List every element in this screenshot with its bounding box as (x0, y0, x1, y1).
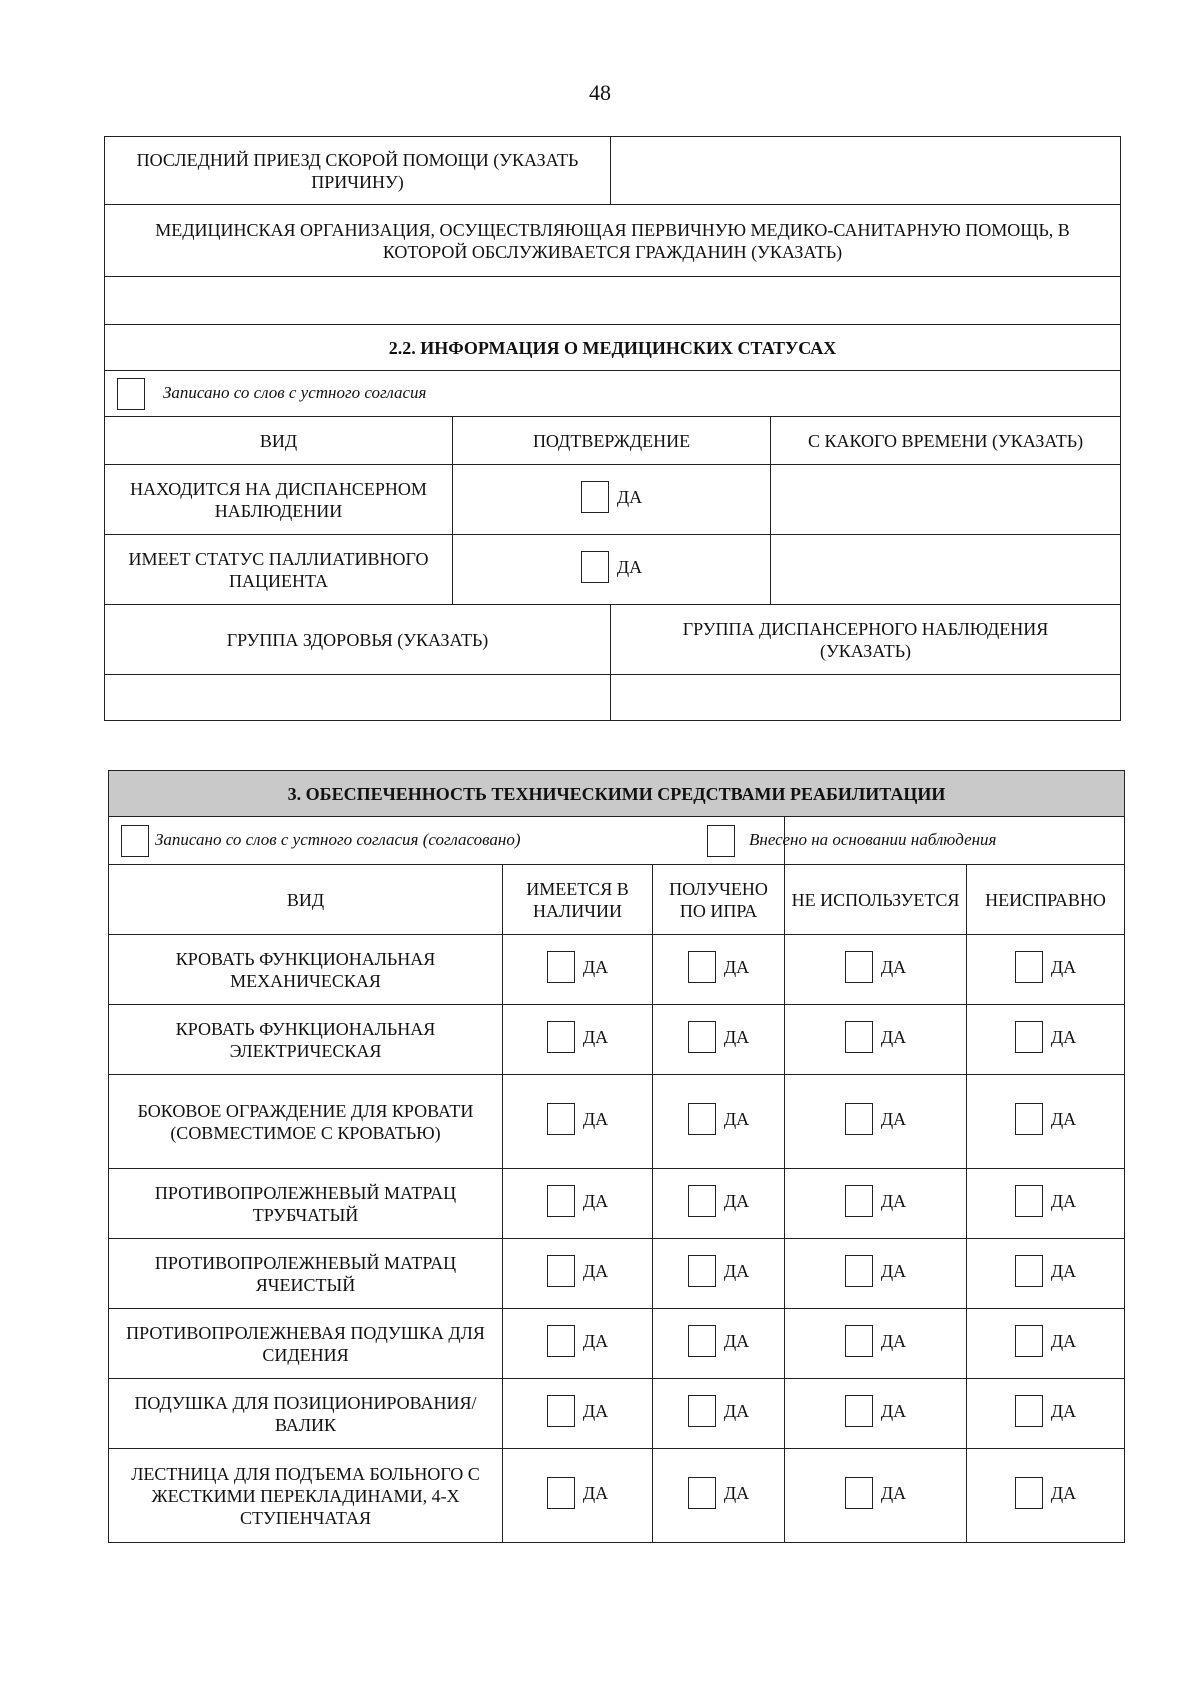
faulty-checkbox[interactable] (1015, 1021, 1043, 1053)
item-label: БОКОВОЕ ОГРАЖДЕНИЕ ДЛЯ КРОВАТИ (СОВМЕСТИМОЕ С КРОВАТЬЮ) (109, 1075, 503, 1169)
health-groups-table (104, 604, 1121, 721)
yes-label: ДА (1050, 1109, 1077, 1129)
yes-label: ДА (880, 1109, 907, 1129)
not-used-checkbox[interactable] (845, 1021, 873, 1053)
consent-note: Записано со слов с устного согласия (согласовано) (155, 829, 521, 849)
header-since-when: С КАКОГО ВРЕМЕНИ (УКАЗАТЬ) (771, 417, 1121, 465)
table-row (109, 1169, 1125, 1239)
header-confirmation: ПОДТВЕРЖДЕНИЕ (453, 417, 771, 465)
yes-label: ДА (582, 1483, 609, 1503)
consent-checkbox[interactable] (121, 825, 149, 857)
table-row (109, 1379, 1125, 1449)
dispensary-group-field[interactable] (611, 675, 1121, 721)
yes-label: ДА (880, 1483, 907, 1503)
received-ipra-checkbox[interactable] (688, 1255, 716, 1287)
header-received-ipra: ПОЛУЧЕНО ПО ИПРА (653, 865, 785, 935)
yes-label: ДА (582, 1401, 609, 1421)
consent-row (105, 371, 1121, 417)
since-when-field[interactable] (771, 535, 1121, 605)
yes-label: ДА (723, 1027, 750, 1047)
health-group-label: ГРУППА ЗДОРОВЬЯ (УКАЗАТЬ) (105, 605, 611, 675)
table-row (109, 1309, 1125, 1379)
table-row (109, 935, 1125, 1005)
yes-label: ДА (582, 1027, 609, 1047)
faulty-checkbox[interactable] (1015, 1395, 1043, 1427)
medical-status-table (104, 136, 1121, 605)
not-used-checkbox[interactable] (845, 1477, 873, 1509)
table-row (105, 465, 1121, 535)
item-label: ЛЕСТНИЦА ДЛЯ ПОДЪЕМА БОЛЬНОГО С ЖЕСТКИМИ ПЕРЕКЛАДИНАМИ, 4-Х СТУПЕНЧАТАЯ (109, 1449, 503, 1543)
available-checkbox[interactable] (547, 1185, 575, 1217)
yes-label: ДА (723, 1191, 750, 1211)
faulty-checkbox[interactable] (1015, 1103, 1043, 1135)
yes-checkbox[interactable] (581, 551, 609, 583)
faulty-checkbox[interactable] (1015, 1255, 1043, 1287)
header-type: ВИД (105, 417, 453, 465)
received-ipra-checkbox[interactable] (688, 1185, 716, 1217)
yes-label: ДА (880, 957, 907, 977)
yes-label: ДА (1050, 1261, 1077, 1281)
available-checkbox[interactable] (547, 1255, 575, 1287)
faulty-checkbox[interactable] (1015, 1185, 1043, 1217)
yes-label: ДА (880, 1191, 907, 1211)
faulty-checkbox[interactable] (1015, 951, 1043, 983)
section3-title: 3. ОБЕСПЕЧЕННОСТЬ ТЕХНИЧЕСКИМИ СРЕДСТВАМИ РЕАБИЛИТАЦИИ (109, 771, 1125, 817)
not-used-checkbox[interactable] (845, 1325, 873, 1357)
yes-label: ДА (1050, 1483, 1077, 1503)
since-when-field[interactable] (771, 465, 1121, 535)
header-type: ВИД (109, 865, 503, 935)
received-ipra-checkbox[interactable] (688, 1477, 716, 1509)
rehab-equipment-table (108, 770, 1125, 1543)
yes-label: ДА (723, 1483, 750, 1503)
yes-label: ДА (880, 1331, 907, 1351)
observation-checkbox[interactable] (707, 825, 735, 857)
last-ambulance-label: ПОСЛЕДНИЙ ПРИЕЗД СКОРОЙ ПОМОЩИ (УКАЗАТЬ ПРИЧИНУ) (105, 137, 611, 205)
subsection-title: 2.2. ИНФОРМАЦИЯ О МЕДИЦИНСКИХ СТАТУСАХ (105, 325, 1121, 371)
faulty-checkbox[interactable] (1015, 1477, 1043, 1509)
table-row (109, 1005, 1125, 1075)
yes-label: ДА (582, 1331, 609, 1351)
yes-label: ДА (582, 1109, 609, 1129)
table-row (105, 535, 1121, 605)
med-org-label: МЕДИЦИНСКАЯ ОРГАНИЗАЦИЯ, ОСУЩЕСТВЛЯЮЩАЯ ПЕРВИЧНУЮ МЕДИКО-САНИТАРНУЮ ПОМОЩЬ, В КОТОРОЙ ОБСЛУЖИВАЕТСЯ ГРАЖДАНИН (УКАЗАТЬ) (105, 205, 1121, 277)
not-used-checkbox[interactable] (845, 1185, 873, 1217)
yes-label: ДА (723, 1331, 750, 1351)
table-row (109, 1075, 1125, 1169)
yes-label: ДА (582, 1191, 609, 1211)
available-checkbox[interactable] (547, 1021, 575, 1053)
available-checkbox[interactable] (547, 1103, 575, 1135)
item-label: ПОДУШКА ДЛЯ ПОЗИЦИОНИРОВАНИЯ/ВАЛИК (109, 1379, 503, 1449)
yes-label: ДА (723, 1109, 750, 1129)
item-label: КРОВАТЬ ФУНКЦИОНАЛЬНАЯ ЭЛЕКТРИЧЕСКАЯ (109, 1005, 503, 1075)
consent-note: Записано со слов с устного согласия (163, 382, 427, 402)
received-ipra-checkbox[interactable] (688, 951, 716, 983)
yes-label: ДА (616, 487, 643, 507)
table-row (109, 1239, 1125, 1309)
row-label: ИМЕЕТ СТАТУС ПАЛЛИАТИВНОГО ПАЦИЕНТА (105, 535, 453, 605)
not-used-checkbox[interactable] (845, 951, 873, 983)
dispensary-group-label: ГРУППА ДИСПАНСЕРНОГО НАБЛЮДЕНИЯ (УКАЗАТЬ) (611, 605, 1121, 675)
available-checkbox[interactable] (547, 951, 575, 983)
yes-label: ДА (582, 957, 609, 977)
row-label: НАХОДИТСЯ НА ДИСПАНСЕРНОМ НАБЛЮДЕНИИ (105, 465, 453, 535)
consent-checkbox[interactable] (117, 378, 145, 410)
not-used-checkbox[interactable] (845, 1255, 873, 1287)
received-ipra-checkbox[interactable] (688, 1325, 716, 1357)
yes-label: ДА (1050, 957, 1077, 977)
item-label: КРОВАТЬ ФУНКЦИОНАЛЬНАЯ МЕХАНИЧЕСКАЯ (109, 935, 503, 1005)
yes-label: ДА (616, 557, 643, 577)
yes-checkbox[interactable] (581, 481, 609, 513)
not-used-checkbox[interactable] (845, 1395, 873, 1427)
observation-note: Внесено на основании наблюдения (749, 829, 997, 849)
header-not-used: НЕ ИСПОЛЬЗУЕТСЯ (785, 865, 967, 935)
yes-label: ДА (1050, 1191, 1077, 1211)
faulty-checkbox[interactable] (1015, 1325, 1043, 1357)
yes-label: ДА (723, 957, 750, 977)
yes-label: ДА (880, 1261, 907, 1281)
yes-label: ДА (1050, 1401, 1077, 1421)
page-number: 48 (589, 80, 611, 105)
available-checkbox[interactable] (547, 1477, 575, 1509)
item-label: ПРОТИВОПРОЛЕЖНЕВЫЙ МАТРАЦ ЯЧЕИСТЫЙ (109, 1239, 503, 1309)
received-ipra-checkbox[interactable] (688, 1103, 716, 1135)
not-used-checkbox[interactable] (845, 1103, 873, 1135)
received-ipra-checkbox[interactable] (688, 1395, 716, 1427)
yes-label: ДА (723, 1261, 750, 1281)
item-label: ПРОТИВОПРОЛЕЖНЕВЫЙ МАТРАЦ ТРУБЧАТЫЙ (109, 1169, 503, 1239)
yes-label: ДА (723, 1401, 750, 1421)
table-row (109, 1449, 1125, 1543)
med-org-field[interactable] (105, 277, 1121, 325)
last-ambulance-field[interactable] (611, 137, 1121, 205)
yes-label: ДА (880, 1401, 907, 1421)
header-faulty: НЕИСПРАВНО (967, 865, 1125, 935)
yes-label: ДА (582, 1261, 609, 1281)
received-ipra-checkbox[interactable] (688, 1021, 716, 1053)
health-group-field[interactable] (105, 675, 611, 721)
yes-label: ДА (1050, 1331, 1077, 1351)
available-checkbox[interactable] (547, 1395, 575, 1427)
available-checkbox[interactable] (547, 1325, 575, 1357)
item-label: ПРОТИВОПРОЛЕЖНЕВАЯ ПОДУШКА ДЛЯ СИДЕНИЯ (109, 1309, 503, 1379)
header-available: ИМЕЕТСЯ В НАЛИЧИИ (503, 865, 653, 935)
yes-label: ДА (1050, 1027, 1077, 1047)
yes-label: ДА (880, 1027, 907, 1047)
